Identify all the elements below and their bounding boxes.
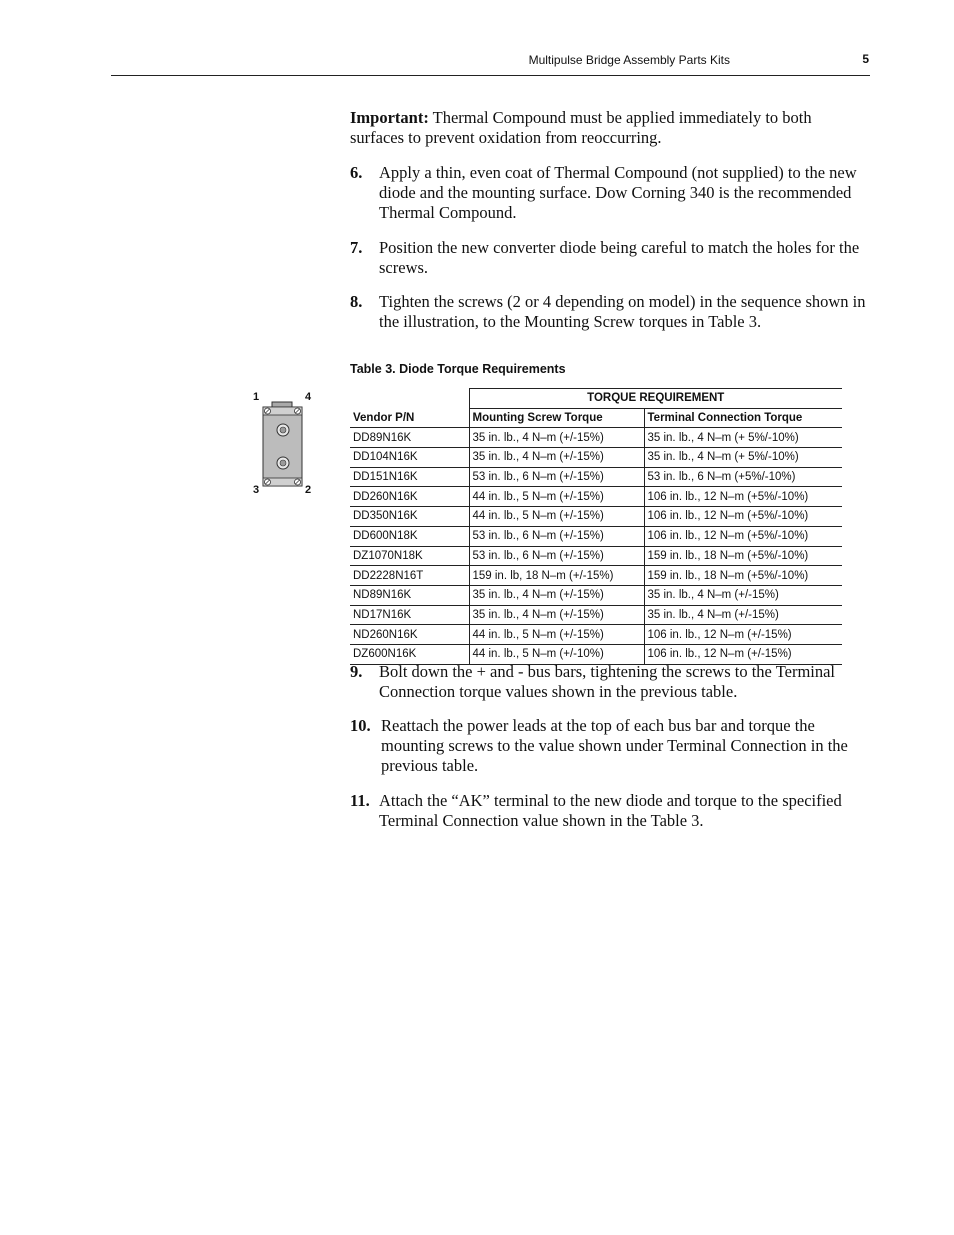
table-row [350, 487, 842, 507]
screw-label-1: 1 [253, 391, 260, 403]
column-header-vendor: Vendor P/N [350, 408, 469, 428]
running-header-title: Multipulse Bridge Assembly Parts Kits [528, 53, 730, 67]
page-number: 5 [862, 52, 869, 66]
mounting-cell: 44 in. lb., 5 N–m (+/-15%) [469, 507, 644, 527]
step-number: 11. [350, 791, 370, 810]
screw-sequence-diagram [248, 390, 318, 500]
terminal-cell: 35 in. lb., 4 N–m (+/-15%) [644, 585, 842, 605]
table-row [350, 507, 842, 527]
terminal-cell: 106 in. lb., 12 N–m (+5%/-10%) [644, 526, 842, 546]
screw-label-2: 2 [305, 484, 312, 496]
step-number: 7. [350, 238, 363, 257]
step-text: Bolt down the + and - bus bars, tightening the screws to the Terminal Connection torque values shown in the previous table. [379, 662, 836, 701]
terminal-cell: 35 in. lb., 4 N–m (+ 5%/-10%) [644, 448, 842, 468]
important-text: Thermal Compound must be applied immediately to both surfaces to prevent oxidation from reoccurring. [350, 108, 812, 147]
terminal-cell: 35 in. lb., 4 N–m (+ 5%/-10%) [644, 428, 842, 448]
mounting-cell: 53 in. lb., 6 N–m (+/-15%) [469, 546, 644, 566]
screw-icon [265, 479, 271, 485]
terminal-cell: 106 in. lb., 12 N–m (+/-15%) [644, 644, 842, 664]
terminal-cell: 106 in. lb., 12 N–m (+/-15%) [644, 625, 842, 645]
terminal-cell: 106 in. lb., 12 N–m (+5%/-10%) [644, 487, 842, 507]
step-text: Reattach the power leads at the top of each bus bar and torque the mounting screws to the value shown under Terminal Connection in the previous table. [381, 716, 848, 775]
mounting-cell: 35 in. lb., 4 N–m (+/-15%) [469, 428, 644, 448]
mounting-cell: 35 in. lb., 4 N–m (+/-15%) [469, 585, 644, 605]
step-9 [350, 662, 870, 702]
mounting-cell: 53 in. lb., 6 N–m (+/-15%) [469, 467, 644, 487]
screw-icon [295, 408, 301, 414]
step-text: Tighten the screws (2 or 4 depending on model) in the sequence shown in the illustration, to the Mounting Screw torques in Table 3. [379, 292, 866, 331]
mounting-cell: 35 in. lb., 4 N–m (+/-15%) [469, 605, 644, 625]
terminal-hole-icon [277, 457, 289, 469]
table-row [350, 448, 842, 468]
step-number: 9. [350, 662, 363, 681]
important-label: Important: [350, 108, 429, 127]
vendor-cell: ND17N16K [350, 605, 469, 625]
vendor-cell: DZ600N16K [350, 644, 469, 664]
vendor-cell: DZ1070N18K [350, 546, 469, 566]
table-row [350, 428, 842, 448]
table-header-row [350, 408, 842, 428]
screw-label-4: 4 [305, 391, 312, 403]
mounting-cell: 44 in. lb., 5 N–m (+/-10%) [469, 644, 644, 664]
step-11 [350, 791, 870, 831]
terminal-cell: 159 in. lb., 18 N–m (+5%/-10%) [644, 546, 842, 566]
step-text: Attach the “AK” terminal to the new diode and torque to the specified Terminal Connection value shown in the Table 3. [379, 791, 842, 830]
vendor-cell: DD600N18K [350, 526, 469, 546]
table-header-spacer [350, 389, 469, 409]
table-row [350, 467, 842, 487]
table-row [350, 585, 842, 605]
mounting-cell: 35 in. lb., 4 N–m (+/-15%) [469, 448, 644, 468]
vendor-cell: ND260N16K [350, 625, 469, 645]
vendor-cell: DD2228N16T [350, 566, 469, 586]
step-number: 10. [350, 716, 371, 735]
table-caption: Table 3. Diode Torque Requirements [350, 362, 566, 376]
vendor-cell: DD350N16K [350, 507, 469, 527]
step-7 [350, 238, 870, 278]
step-10 [350, 716, 870, 776]
screw-icon [265, 408, 271, 414]
terminal-cell: 159 in. lb., 18 N–m (+5%/-10%) [644, 566, 842, 586]
terminal-cell: 53 in. lb., 6 N–m (+5%/-10%) [644, 467, 842, 487]
step-8 [350, 292, 870, 332]
terminal-cell: 35 in. lb., 4 N–m (+/-15%) [644, 605, 842, 625]
torque-requirements-table [350, 388, 842, 665]
vendor-cell: DD89N16K [350, 428, 469, 448]
table-group-header: TORQUE REQUIREMENT [469, 389, 842, 409]
table-row [350, 566, 842, 586]
screw-icon [295, 479, 301, 485]
vendor-cell: DD151N16K [350, 467, 469, 487]
table-row [350, 546, 842, 566]
mounting-cell: 53 in. lb., 6 N–m (+/-15%) [469, 526, 644, 546]
mounting-cell: 159 in. lb, 18 N–m (+/-15%) [469, 566, 644, 586]
table-group-header-row [350, 389, 842, 409]
mounting-cell: 44 in. lb., 5 N–m (+/-15%) [469, 487, 644, 507]
vendor-cell: DD260N16K [350, 487, 469, 507]
table-row [350, 605, 842, 625]
diode-outline-graphic [248, 390, 318, 500]
step-6 [350, 163, 870, 223]
screw-label-3: 3 [253, 484, 260, 496]
column-header-mounting: Mounting Screw Torque [469, 408, 644, 428]
table-row [350, 526, 842, 546]
terminal-hole-icon [277, 424, 289, 436]
terminal-cell: 106 in. lb., 12 N–m (+5%/-10%) [644, 507, 842, 527]
important-note [350, 108, 850, 148]
step-text: Position the new converter diode being careful to match the holes for the screws. [379, 238, 860, 277]
step-text: Apply a thin, even coat of Thermal Compound (not supplied) to the new diode and the mounting surface. Dow Corning 340 is the recommended Thermal Compound. [379, 163, 857, 222]
table-row [350, 625, 842, 645]
step-number: 8. [350, 292, 363, 311]
step-number: 6. [350, 163, 363, 182]
mounting-cell: 44 in. lb., 5 N–m (+/-15%) [469, 625, 644, 645]
column-header-terminal: Terminal Connection Torque [644, 408, 842, 428]
vendor-cell: DD104N16K [350, 448, 469, 468]
vendor-cell: ND89N16K [350, 585, 469, 605]
header-divider [111, 75, 870, 76]
